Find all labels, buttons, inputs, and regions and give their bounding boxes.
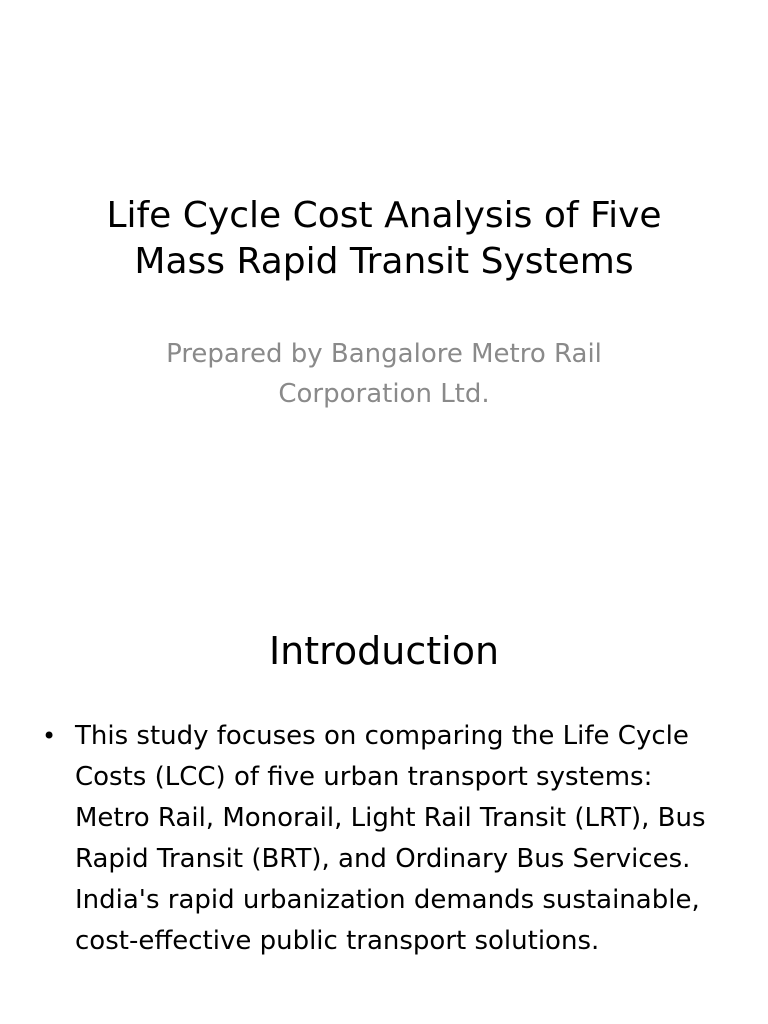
bullet-list: [40, 716, 730, 962]
subtitle-line-2: Corporation Ltd.: [278, 379, 490, 409]
bullet-text: This study focuses on comparing the Life Cycle Costs (LCC) of five urban transport systems: Metro Rail, Monorail, Light Rail Transit (LRT), Bus Rapid Transit (BRT), and Ordinary Bus Services. India's rapid urbanization demands sustainable, cost-effective public transport solutions.: [75, 721, 706, 956]
presentation-subtitle: [110, 334, 658, 414]
section-title: Introduction: [268, 629, 500, 673]
introduction-slide: [0, 576, 768, 1024]
subtitle-line-1: Prepared by Bangalore Metro Rail: [166, 339, 602, 369]
bullet-item: [40, 716, 730, 962]
presentation-title: [60, 193, 708, 285]
title-line-1: Life Cycle Cost Analysis of Five: [106, 195, 662, 236]
bullet-icon: •: [42, 722, 57, 750]
title-line-2: Mass Rapid Transit Systems: [134, 241, 634, 282]
